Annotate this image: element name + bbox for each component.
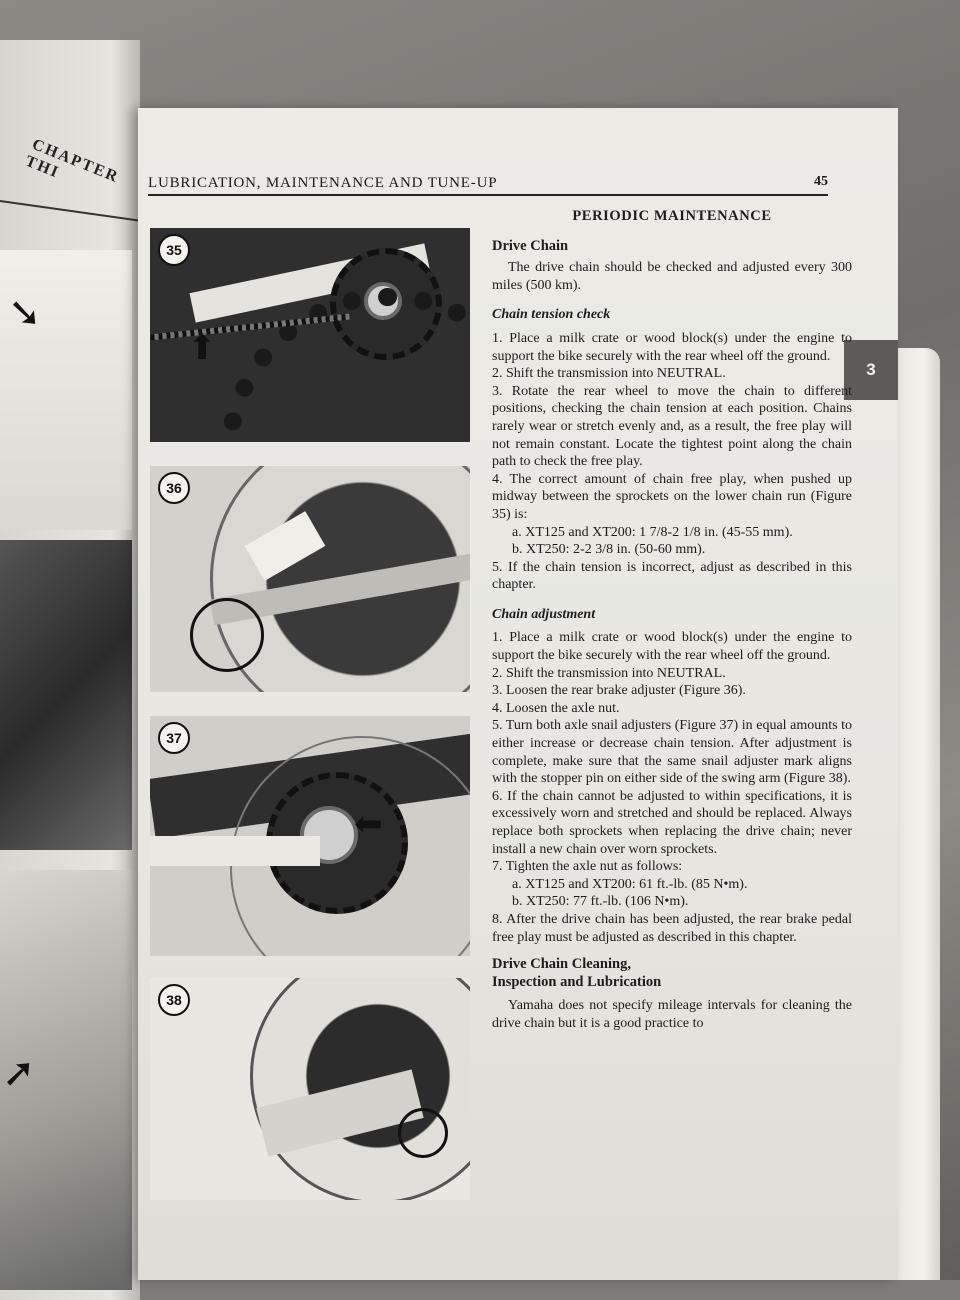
list-item: 3. Rotate the rear wheel to move the chain to different positions, checking the chain tension at each position. Chains rarely wear or stretch evenly and, as a result, the free play will not remain constant. Locate the tightest point along the chain path to check the free play. — [492, 383, 852, 470]
cleaning-heading-line2: Inspection and Lubrication — [492, 973, 662, 990]
list-item: 7. Tighten the axle nut as follows: — [492, 859, 683, 875]
drive-chain-intro: The drive chain should be checked and adjusted every 300 miles (500 km). — [492, 260, 852, 293]
figure-label: 38 — [158, 984, 190, 1016]
list-item: 2. Shift the transmission into NEUTRAL. — [492, 665, 726, 681]
list-item: 8. After the drive chain has been adjusted, the rear brake pedal free play must be adjusted as described in this chapter. — [492, 911, 852, 945]
arrow-up-icon: ⬆ — [188, 328, 217, 368]
tension-check-steps — [492, 330, 852, 594]
list-item: 4. The correct amount of chain free play, when pushed up midway between the sprockets on the lower chain run (Figure 35) is: — [492, 471, 852, 522]
swingarm — [150, 836, 320, 866]
list-item: 5. If the chain tension is incorrect, adjust as described in this chapter. — [492, 559, 852, 593]
manual-page — [138, 108, 898, 1280]
cleaning-intro: Yamaha does not specify mileage intervals for cleaning the drive chain but it is a good practice to — [492, 998, 852, 1031]
page-edge — [898, 348, 940, 1280]
list-item: 3. Loosen the rear brake adjuster (Figure 36). — [492, 683, 746, 699]
figure-label: 36 — [158, 472, 190, 504]
list-item: 6. If the chain cannot be adjusted to within specifications, it is excessively worn and stretched and should be replaced. Always replace both sprockets when replacing the drive chain; never install a new chain over worn sprockets. — [492, 788, 852, 857]
left-page — [0, 40, 140, 1300]
callout-circle — [190, 598, 264, 672]
list-subitem: b. XT250: 2-2 3/8 in. (50-60 mm). — [512, 542, 706, 558]
list-item: 4. Loosen the axle nut. — [492, 700, 620, 716]
left-photo-wheel — [0, 870, 132, 1290]
list-item: 2. Shift the transmission into NEUTRAL. — [492, 366, 726, 382]
figure-label: 35 — [158, 234, 190, 266]
figure-label: 37 — [158, 722, 190, 754]
section-title: PERIODIC MAINTENANCE — [572, 208, 772, 224]
figure-35-photo — [150, 228, 470, 442]
list-subitem: b. XT250: 77 ft.-lb. (106 N•m). — [512, 894, 689, 910]
arrow-icon: ➚ — [2, 1050, 36, 1096]
list-subitem: a. XT125 and XT200: 61 ft.-lb. (85 N•m). — [512, 876, 748, 892]
left-photo-cable — [0, 250, 132, 530]
running-header-title: LUBRICATION, MAINTENANCE AND TUNE-UP — [148, 175, 498, 191]
page-number: 45 — [814, 174, 828, 189]
chapter-tab: 3 — [844, 340, 898, 400]
figure-38-photo — [150, 978, 470, 1200]
cleaning-heading-line1: Drive Chain Cleaning, — [492, 956, 631, 973]
tension-check-heading: Chain tension check — [492, 307, 611, 323]
adjustment-steps — [492, 629, 852, 946]
arrow-icon: ➘ — [8, 290, 42, 336]
list-item: 5. Turn both axle snail adjusters (Figure 37) in equal amounts to either increase or decrease chain tension. After adjustment is complete, make sure that the same snail adjuster mark aligns with the stopper pin on either side of the swing arm (Figure 38). — [492, 718, 852, 787]
list-item: 1. Place a milk crate or wood block(s) under the engine to support the bike securely with the rear wheel off the ground. — [492, 630, 852, 664]
figure-36-photo — [150, 466, 470, 692]
list-item: 1. Place a milk crate or wood block(s) under the engine to support the bike securely with the rear wheel off the ground. — [492, 330, 852, 364]
figure-37-photo — [150, 716, 470, 956]
rear-tire — [220, 288, 470, 442]
arrow-left-icon: ⬅ — [354, 804, 383, 844]
callout-circle — [398, 1108, 448, 1158]
adjustment-heading: Chain adjustment — [492, 606, 596, 622]
running-header — [148, 168, 828, 196]
drive-chain-heading: Drive Chain — [492, 237, 569, 254]
list-subitem: a. XT125 and XT200: 1 7/8-2 1/8 in. (45-55 mm). — [512, 524, 793, 540]
left-page-header: CHAPTER THI — [22, 136, 122, 187]
text-column — [492, 208, 852, 1037]
left-photo-handlebar — [0, 540, 132, 850]
